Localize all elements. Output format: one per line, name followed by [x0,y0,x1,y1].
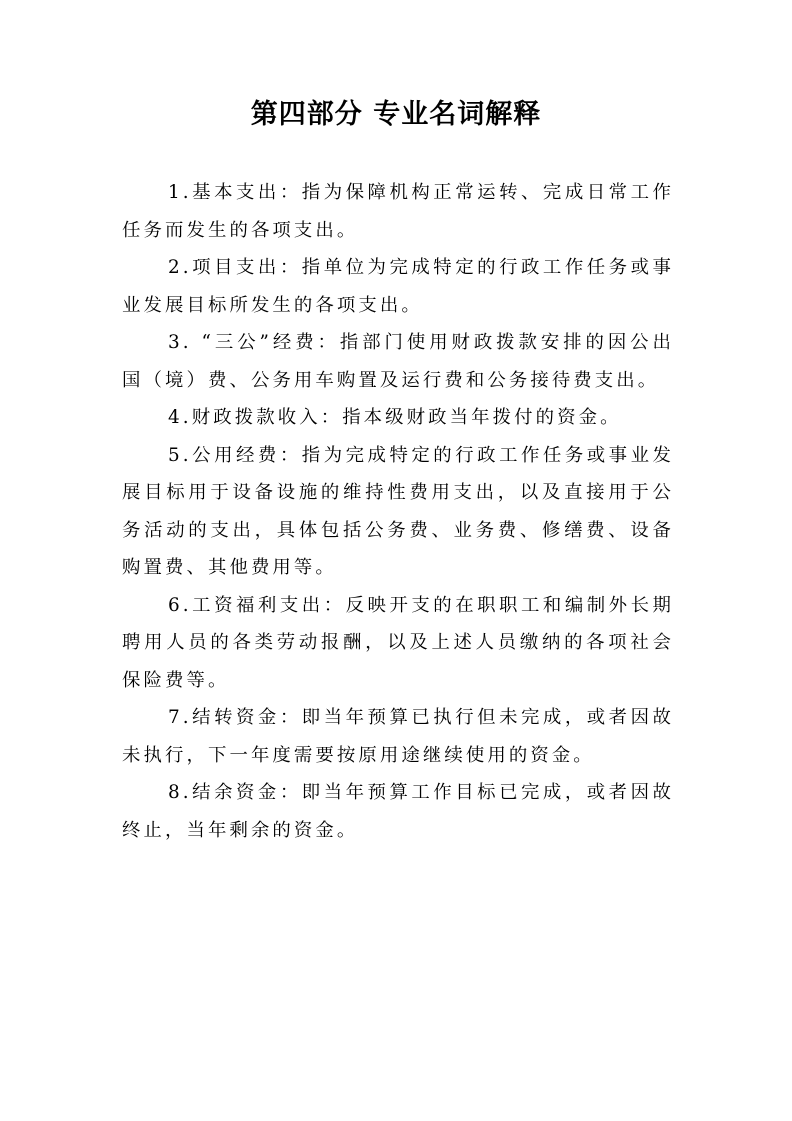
definition-item-4 [122,399,674,437]
definition-text: 指部门使用财政拨款安排的因公出国（境）费、公务用车购置及运行费和公务接待费支出。 [122,332,674,391]
definition-text: 指本级财政当年拨付的资金。 [342,407,622,428]
definition-item-8 [122,774,674,849]
definition-term: 3. “三公”经费： [168,332,340,353]
definition-text: 反映开支的在职职工和编制外长期聘用人员的各类劳动报酬，以及上述人员缴纳的各项社会保险费等。 [122,594,674,691]
definition-item-6 [122,587,674,700]
definition-term: 6.工资福利支出： [168,594,346,616]
definition-term: 8.结余资金： [168,782,302,803]
definitions-list [122,174,674,849]
definition-term: 5.公用经费： [168,444,302,466]
definition-term: 1.基本支出： [168,182,302,203]
definition-item-2 [122,249,674,324]
definition-item-3 [122,324,674,399]
definition-item-1 [122,174,674,249]
definition-text: 即当年预算已执行但未完成，或者因故未执行，下一年度需要按原用途继续使用的资金。 [122,707,674,766]
page-title: 第四部分 专业名词解释 [250,99,542,130]
definition-text: 指为完成特定的行政工作任务或事业发展目标用于设备设施的维持性费用支出，以及直接用于公务活动的支出，具体包括公务费、业务费、修缮费、设备购置费、其他费用等。 [122,444,674,578]
definition-term: 4.财政拨款收入： [168,407,343,428]
definition-item-5 [122,437,674,587]
definition-term: 2.项目支出： [168,257,302,278]
definition-text: 指单位为完成特定的行政工作任务或事业发展目标所发生的各项支出。 [122,257,674,316]
definition-text: 即当年预算工作目标已完成，或者因故终止，当年剩余的资金。 [122,782,674,841]
definition-text: 指为保障机构正常运转、完成日常工作任务而发生的各项支出。 [122,182,674,241]
definition-term: 7.结转资金： [168,707,302,728]
definition-item-7 [122,699,674,774]
